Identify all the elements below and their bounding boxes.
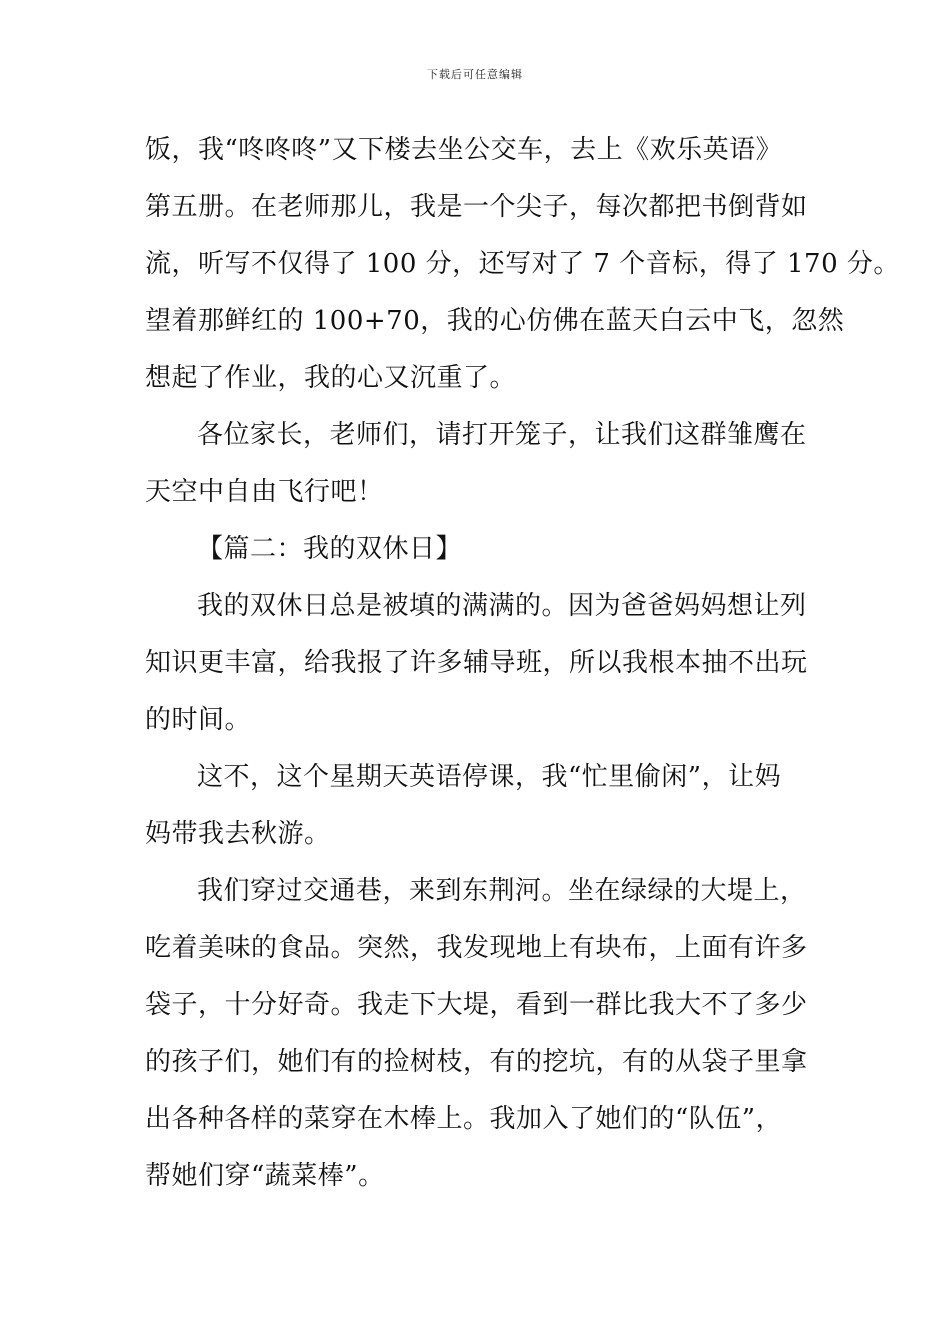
document-body [145,122,900,1205]
text-line: 想起了作业，我的心又沉重了。 [145,363,517,393]
paragraph-start-line: 我们穿过交通巷，来到东荆河。坐在绿绿的大堤上， [197,876,807,906]
text-line: 帮她们穿“蔬菜棒”。 [145,1161,385,1191]
text-line: 第五册。在老师那儿，我是一个尖子，每次都把书倒背如 [145,192,808,222]
text-line: 吃着美味的食品。突然，我发现地上有块布，上面有许多 [145,933,808,963]
paragraph-start-line: 这不，这个星期天英语停课，我“忙里偷闲”，让妈 [197,762,782,792]
text-line: 饭，我“咚咚咚”又下楼去坐公交车，去上《欢乐英语》 [145,135,783,165]
paragraph-start-line: 我的双休日总是被填的满满的。因为爸爸妈妈想让列 [197,591,807,621]
text-line: 的时间。 [145,705,252,735]
text-line: 天空中自由飞行吧！ [145,477,384,507]
text-line: 流，听写不仅得了 100 分，还写对了 7 个音标，得了 170 分。 [145,249,900,279]
text-line: 出各种各样的菜穿在木棒上。我加入了她们的“队伍”， [145,1104,783,1134]
text-line: 袋子，十分好奇。我走下大堤，看到一群比我大不了多少 [145,990,808,1020]
header-note: 下载后可任意编辑 [427,68,523,81]
section-heading: 【篇二：我的双休日】 [197,534,463,564]
paragraph-start-line: 各位家长，老师们，请打开笼子，让我们这群雏鹰在 [197,420,807,450]
text-line: 的孩子们，她们有的捡树枝，有的挖坑，有的从袋子里拿 [145,1047,808,1077]
text-line: 望着那鲜红的 100+70，我的心仿佛在蓝天白云中飞，忽然 [145,306,845,336]
text-line: 妈带我去秋游。 [145,819,331,849]
text-line: 知识更丰富，给我报了许多辅导班，所以我根本抽不出玩 [145,648,808,678]
